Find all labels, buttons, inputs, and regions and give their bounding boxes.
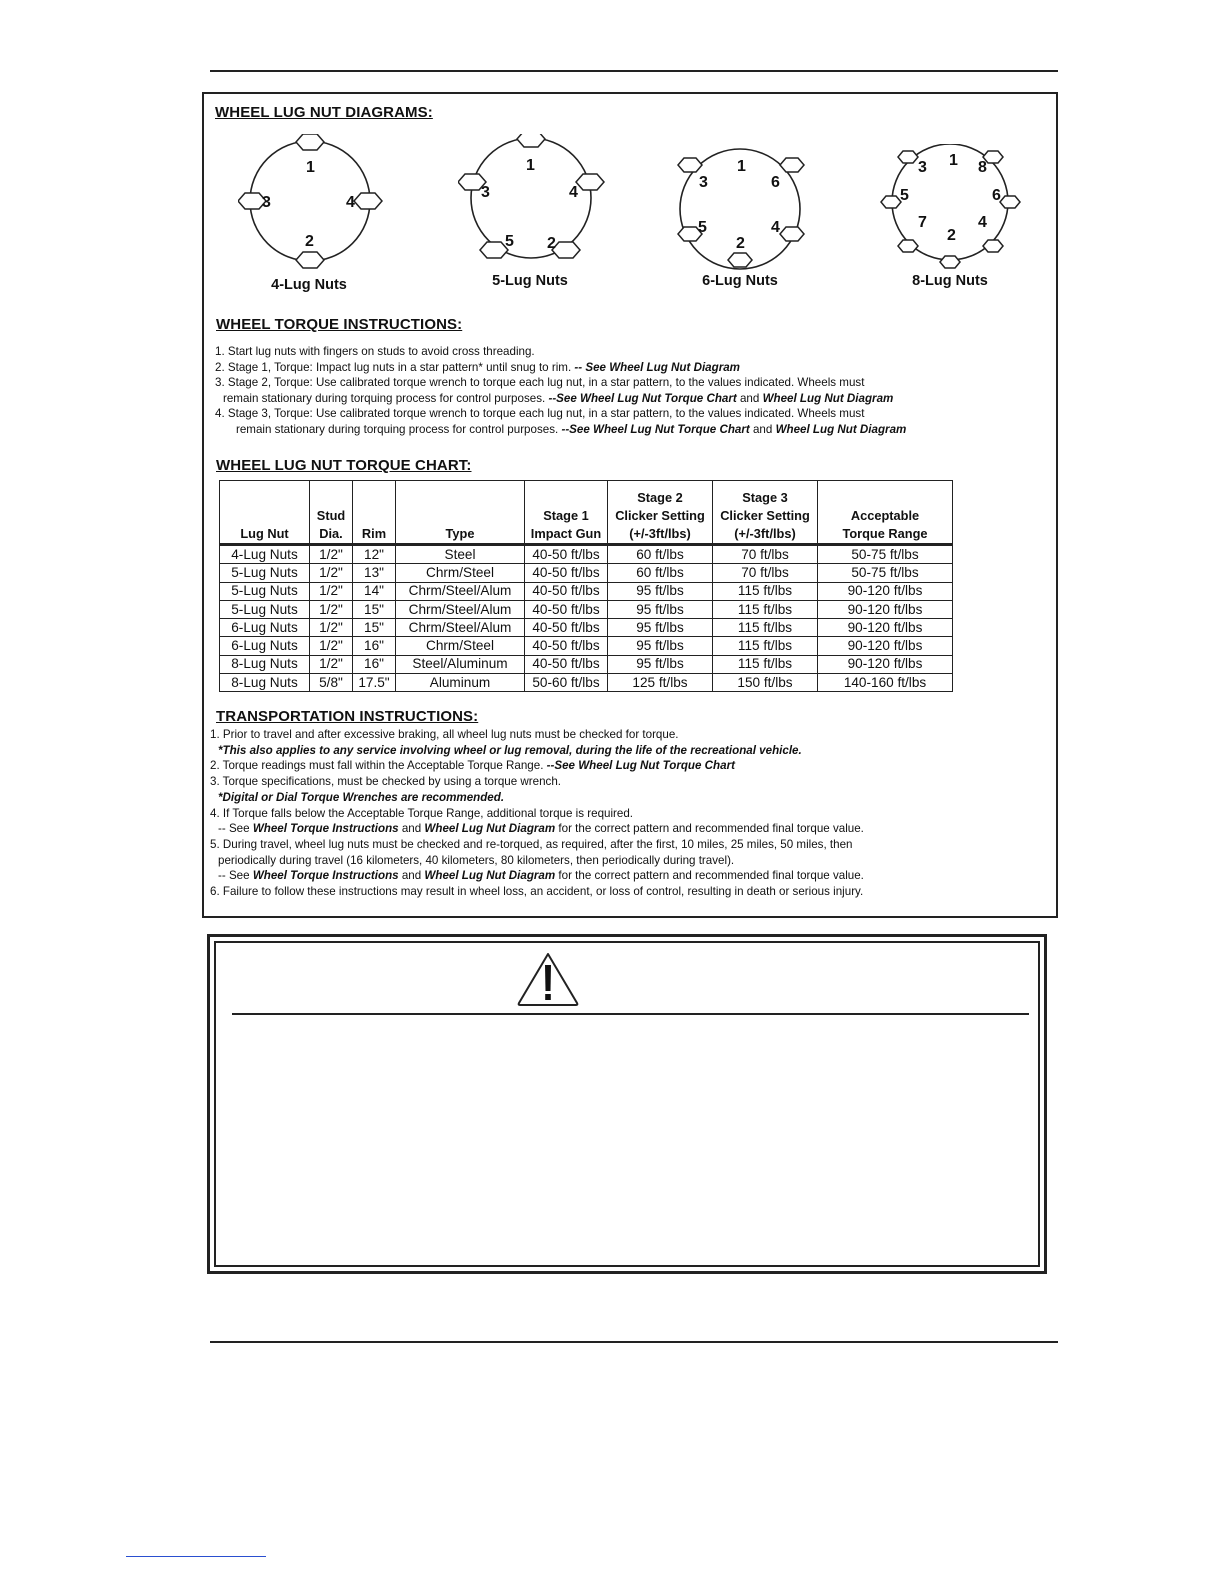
table-cell: 95 ft/lbs: [608, 619, 713, 637]
header-text: Torque Range: [842, 526, 928, 541]
reference-text: *This also applies to any service involving wheel or lug removal, during the life of the recreational vehicle.: [218, 743, 802, 757]
hexagon-icon: [296, 252, 324, 268]
table-cell: 1/2": [310, 655, 353, 673]
table-cell: 95 ft/lbs: [608, 600, 713, 618]
col-stage1: [525, 481, 608, 545]
reference-text: Wheel Lug Nut Diagram: [775, 422, 907, 436]
header-text: Lug Nut: [240, 526, 289, 541]
table-cell: 115 ft/lbs: [713, 655, 818, 673]
warning-divider: [232, 1013, 1029, 1015]
table-cell: 6-Lug Nuts: [220, 619, 310, 637]
table-cell: 16": [353, 655, 396, 673]
instruction-text: and: [739, 391, 760, 405]
table-cell: 13": [353, 564, 396, 582]
table-cell: 90-120 ft/lbs: [818, 582, 953, 600]
table-header-row: [220, 481, 953, 545]
hexagon-icon: [728, 253, 752, 267]
table-row: [220, 674, 953, 692]
transport-4-cont: [210, 821, 1040, 837]
reference-text: --See Wheel Lug Nut Torque Chart: [546, 759, 735, 773]
diagram-8-lug: [880, 144, 1030, 274]
transport-5: 5. During travel, wheel lug nuts must be checked and re-torqued, as required, after the first, 10 miles, 25 miles, 50 miles, then: [210, 837, 853, 851]
table-cell: 40-50 ft/lbs: [525, 564, 608, 582]
diagram-8-lug-drawing: [880, 144, 1030, 274]
table-cell: 95 ft/lbs: [608, 637, 713, 655]
transport-1: 1. Prior to travel and after excessive braking, all wheel lug nuts must be checked for torque.: [210, 728, 679, 741]
table-cell: 90-120 ft/lbs: [818, 655, 953, 673]
table-cell: 5-Lug Nuts: [220, 582, 310, 600]
hexagon-icon: [780, 158, 804, 172]
table-cell: 40-50 ft/lbs: [525, 655, 608, 673]
header-text: (+/-3ft/lbs): [629, 526, 691, 541]
diagrams-heading: WHEEL LUG NUT DIAGRAMS:: [215, 104, 433, 121]
reference-text: *Digital or Dial Torque Wrenches are recommended.: [218, 790, 505, 804]
lug-label: 6: [771, 174, 780, 191]
table-cell: Chrm/Steel: [396, 564, 525, 582]
lug-label: 7: [918, 214, 927, 231]
table-cell: 40-50 ft/lbs: [525, 619, 608, 637]
instruction-text: for the correct pattern and recommended final torque value.: [558, 869, 864, 883]
lug-label: 2: [947, 227, 956, 244]
table-row: [220, 619, 953, 637]
instruction-text: remain stationary during torquing process for control purposes.: [236, 422, 559, 436]
table-cell: 16": [353, 637, 396, 655]
lug-label: 2: [547, 235, 556, 252]
col-rim: [353, 481, 396, 545]
table-row: [220, 637, 953, 655]
transport-3-note: [210, 790, 1040, 806]
footer-link-underline[interactable]: [126, 1556, 266, 1557]
lug-label: 4: [346, 194, 355, 211]
instruction-4-cont: [215, 422, 1045, 438]
table-cell: Steel/Aluminum: [396, 655, 525, 673]
transport-5-see: [210, 868, 1040, 884]
warning-triangle-icon: [516, 951, 580, 1012]
reference-text: Wheel Torque Instructions: [252, 822, 399, 836]
hexagon-icon: [354, 193, 382, 209]
table-cell: 12": [353, 545, 396, 564]
lug-label: 3: [262, 194, 271, 211]
table-cell: 8-Lug Nuts: [220, 674, 310, 692]
lug-label: 1: [306, 159, 315, 176]
table-cell: 95 ft/lbs: [608, 582, 713, 600]
lug-label: 1: [949, 152, 958, 169]
table-cell: 40-50 ft/lbs: [525, 545, 608, 564]
table-cell: 40-50 ft/lbs: [525, 637, 608, 655]
header-text: Stage 1: [543, 508, 589, 523]
diagram-5-lug: [458, 134, 608, 274]
table-cell: 115 ft/lbs: [713, 582, 818, 600]
diagram-6-lug-drawing: [674, 134, 824, 274]
table-cell: 50-60 ft/lbs: [525, 674, 608, 692]
header-text: Type: [445, 526, 475, 541]
instruction-3-cont: [215, 391, 1045, 407]
table-cell: 50-75 ft/lbs: [818, 564, 953, 582]
instruction-4: 4. Stage 3, Torque: Use calibrated torque wrench to torque each lug nut, in a star pattern, to the values indicated. Wheels must: [215, 407, 865, 421]
table-cell: 140-160 ft/lbs: [818, 674, 953, 692]
transport-4: 4. If Torque falls below the Acceptable Torque Range, additional torque is required.: [210, 806, 634, 820]
col-torque-range: [818, 481, 953, 545]
diagram-4-lug-drawing: [238, 134, 388, 274]
reference-text: --See Wheel Lug Nut Torque Chart: [561, 422, 750, 436]
lug-label: 1: [526, 157, 535, 174]
table-cell: 14": [353, 582, 396, 600]
diagram-5-lug-drawing: [458, 134, 608, 274]
table-cell: 90-120 ft/lbs: [818, 619, 953, 637]
col-type: [396, 481, 525, 545]
reference-text: Wheel Torque Instructions: [252, 869, 399, 883]
lug-label: 5: [698, 219, 707, 236]
header-text: Stage 3: [742, 490, 788, 505]
lug-label: 4: [978, 214, 987, 231]
transport-heading: TRANSPORTATION INSTRUCTIONS:: [216, 708, 479, 725]
hexagon-icon: [552, 242, 580, 258]
transport-1-note: [210, 743, 1040, 759]
lug-label: 2: [736, 235, 745, 252]
instruction-1: 1. Start lug nuts with fingers on studs to avoid cross threading.: [215, 345, 535, 358]
warning-box: [207, 934, 1047, 1274]
table-cell: 115 ft/lbs: [713, 619, 818, 637]
diagram-8-lug-caption: 8-Lug Nuts: [912, 273, 988, 289]
hexagon-icon: [898, 240, 918, 252]
table-cell: Chrm/Steel/Alum: [396, 582, 525, 600]
transport-instructions: [210, 727, 1040, 900]
col-lug-nut: [220, 481, 310, 545]
table-cell: 15": [353, 619, 396, 637]
header-text: Dia.: [319, 526, 343, 541]
table-cell: Chrm/Steel: [396, 637, 525, 655]
table-cell: 115 ft/lbs: [713, 637, 818, 655]
transport-2: [210, 758, 1040, 774]
instruction-text: and: [752, 422, 773, 436]
col-stud-dia: [310, 481, 353, 545]
hexagon-icon: [480, 242, 508, 258]
lug-label: 3: [918, 159, 927, 176]
table-cell: 70 ft/lbs: [713, 564, 818, 582]
bottom-rule: [210, 1341, 1058, 1343]
table-cell: Steel: [396, 545, 525, 564]
instruction-text: and: [401, 822, 422, 836]
header-text: Stud: [316, 508, 346, 523]
col-stage3: [713, 481, 818, 545]
instructions-heading: WHEEL TORQUE INSTRUCTIONS:: [216, 316, 463, 333]
table-row: [220, 564, 953, 582]
diagram-6-lug-caption: 6-Lug Nuts: [702, 273, 778, 289]
header-text: (+/-3ft/lbs): [734, 526, 796, 541]
table-cell: 15": [353, 600, 396, 618]
instruction-text: 2. Torque readings must fall within the Acceptable Torque Range.: [210, 759, 544, 773]
table-cell: 40-50 ft/lbs: [525, 600, 608, 618]
hexagon-icon: [678, 158, 702, 172]
hexagon-icon: [780, 227, 804, 241]
col-stage2: [608, 481, 713, 545]
diagram-6-lug: [674, 134, 824, 274]
table-cell: 1/2": [310, 637, 353, 655]
header-text: Clicker Setting: [615, 508, 705, 523]
table-cell: 50-75 ft/lbs: [818, 545, 953, 564]
table-cell: 150 ft/lbs: [713, 674, 818, 692]
wheel-info-panel: [202, 92, 1058, 918]
instruction-3: 3. Stage 2, Torque: Use calibrated torque wrench to torque each lug nut, in a star pattern, to the values indicated. Wheels must: [215, 376, 865, 390]
lug-label: 6: [992, 187, 1001, 204]
table-cell: Chrm/Steel/Alum: [396, 600, 525, 618]
table-cell: 5-Lug Nuts: [220, 564, 310, 582]
table-cell: 5-Lug Nuts: [220, 600, 310, 618]
table-cell: 90-120 ft/lbs: [818, 637, 953, 655]
table-cell: Aluminum: [396, 674, 525, 692]
header-text: Stage 2: [637, 490, 683, 505]
lug-label: 5: [505, 233, 514, 250]
table-cell: 1/2": [310, 545, 353, 564]
transport-6: 6. Failure to follow these instructions may result in wheel loss, an accident, or loss of control, resulting in death or serious injury.: [210, 885, 864, 899]
reference-text: Wheel Lug Nut Diagram: [424, 869, 556, 883]
table-row: [220, 582, 953, 600]
table-cell: 125 ft/lbs: [608, 674, 713, 692]
table-row: [220, 545, 953, 564]
table-cell: 17.5": [353, 674, 396, 692]
table-cell: 1/2": [310, 600, 353, 618]
table-cell: 1/2": [310, 619, 353, 637]
table-cell: 1/2": [310, 582, 353, 600]
table-cell: 70 ft/lbs: [713, 545, 818, 564]
lug-label: 8: [978, 159, 987, 176]
diagram-4-lug: [238, 134, 388, 274]
reference-text: Wheel Lug Nut Diagram: [762, 391, 894, 405]
diagram-5-lug-caption: 5-Lug Nuts: [492, 273, 568, 289]
hexagon-icon: [940, 256, 960, 268]
lug-label: 3: [699, 174, 708, 191]
instruction-text: for the correct pattern and recommended final torque value.: [558, 822, 864, 836]
table-cell: 5/8": [310, 674, 353, 692]
lug-label: 4: [771, 219, 780, 236]
table-cell: 60 ft/lbs: [608, 564, 713, 582]
instruction-text: 2. Stage 1, Torque: Impact lug nuts in a star pattern* until snug to rim.: [215, 360, 572, 374]
chart-heading: WHEEL LUG NUT TORQUE CHART:: [216, 457, 472, 474]
top-rule: [210, 70, 1058, 72]
lug-label: 5: [900, 187, 909, 204]
table-row: [220, 600, 953, 618]
header-text: Rim: [361, 526, 387, 541]
hexagon-icon: [517, 134, 545, 147]
table-cell: 40-50 ft/lbs: [525, 582, 608, 600]
hexagon-icon: [983, 240, 1003, 252]
lug-label: 4: [569, 184, 578, 201]
table-cell: 1/2": [310, 564, 353, 582]
table-row: [220, 655, 953, 673]
hexagon-icon: [881, 196, 901, 208]
header-text: Clicker Setting: [720, 508, 810, 523]
instruction-text: -- See: [218, 822, 250, 836]
reference-text: --See Wheel Lug Nut Torque Chart: [548, 391, 737, 405]
instruction-text: and: [401, 869, 422, 883]
instruction-2: [215, 360, 1045, 376]
transport-5-cont: periodically during travel (16 kilometers, 40 kilometers, 80 kilometers, then periodically during travel).: [218, 853, 735, 867]
table-cell: 6-Lug Nuts: [220, 637, 310, 655]
table-cell: Chrm/Steel/Alum: [396, 619, 525, 637]
table-cell: 8-Lug Nuts: [220, 655, 310, 673]
lug-label: 1: [737, 158, 746, 175]
header-text: Acceptable: [850, 508, 920, 523]
torque-instructions: [215, 344, 1045, 438]
hexagon-icon: [898, 151, 918, 163]
torque-chart-table: [219, 480, 953, 692]
reference-text: -- See Wheel Lug Nut Diagram: [574, 360, 740, 374]
instruction-text: -- See: [218, 869, 250, 883]
table-cell: 90-120 ft/lbs: [818, 600, 953, 618]
warning-inner-border: [214, 941, 1040, 1267]
instruction-text: remain stationary during torquing process for control purposes.: [223, 391, 546, 405]
table-cell: 95 ft/lbs: [608, 655, 713, 673]
transport-3: 3. Torque specifications, must be checked by using a torque wrench.: [210, 775, 562, 789]
hexagon-icon: [576, 174, 604, 190]
header-text: Impact Gun: [530, 526, 602, 541]
lug-label: 2: [305, 233, 314, 250]
table-cell: 60 ft/lbs: [608, 545, 713, 564]
hexagon-icon: [1000, 196, 1020, 208]
diagram-4-lug-caption: 4-Lug Nuts: [271, 277, 347, 293]
table-cell: 115 ft/lbs: [713, 600, 818, 618]
lug-label: 3: [481, 184, 490, 201]
table-cell: 4-Lug Nuts: [220, 545, 310, 564]
reference-text: Wheel Lug Nut Diagram: [424, 822, 556, 836]
hexagon-icon: [296, 134, 324, 150]
